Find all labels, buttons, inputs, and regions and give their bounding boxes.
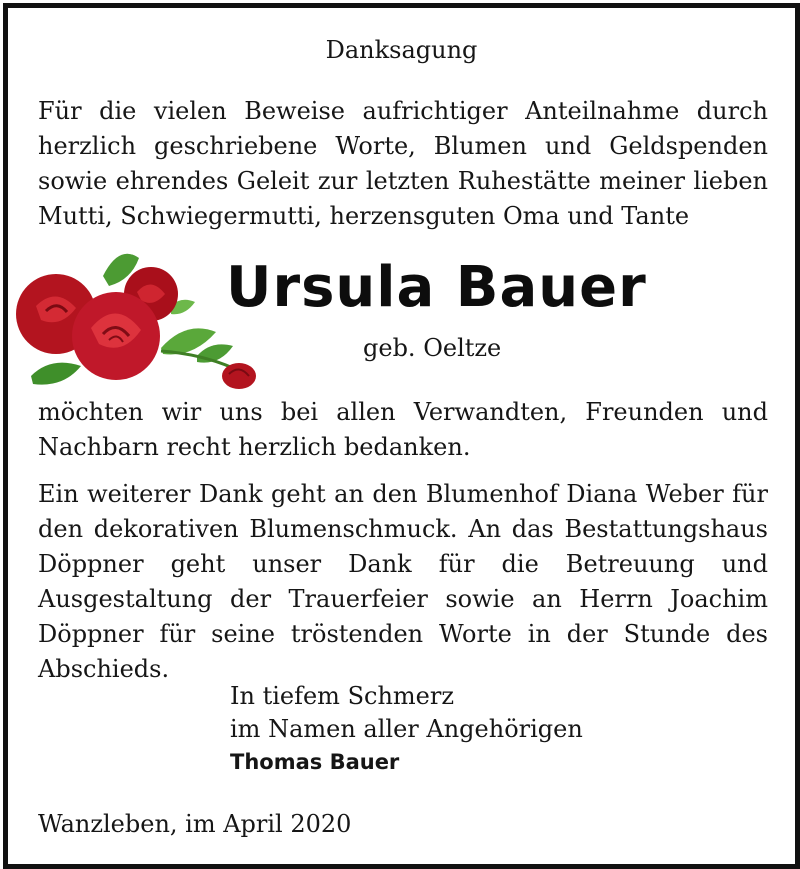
intro-paragraph: Für die vielen Beweise aufrichtiger Anteilnahme durch herzlich geschriebene Worte, Blumen und Geldspenden sowie ehrendes Geleit zur letzten Ruhestätte meiner lieben Mutti, Schwiegermutti, herzensguten Oma und Tante	[38, 97, 768, 230]
obituary-notice	[3, 3, 800, 869]
signer-name: Thomas Bauer	[230, 750, 400, 774]
further-thanks-paragraph: Ein weiterer Dank geht an den Blumenhof Diana Weber für den dekorativen Blumenschmuck. An das Bestattungshaus Döppner geht unser Dank für die Betreuung und Ausgestaltung der Trauerfeier sowie an Herrn Joachim Döppner für seine tröstenden Worte in der Stunde des Abschieds.	[38, 480, 768, 683]
closing-line-2: im Namen aller Angehörigen	[230, 715, 583, 743]
notice-heading: Danksagung	[325, 36, 478, 64]
deceased-name: Ursula Bauer	[226, 255, 647, 320]
closing-block	[230, 680, 583, 779]
thanks-paragraph: möchten wir uns bei allen Verwandten, Freunden und Nachbarn recht herzlich bedanken.	[38, 398, 768, 461]
red-roses-image	[11, 236, 261, 396]
closing-line-1: In tiefem Schmerz	[230, 682, 454, 710]
place-date: Wanzleben, im April 2020	[38, 810, 352, 838]
maiden-name: geb. Oeltze	[363, 334, 502, 362]
